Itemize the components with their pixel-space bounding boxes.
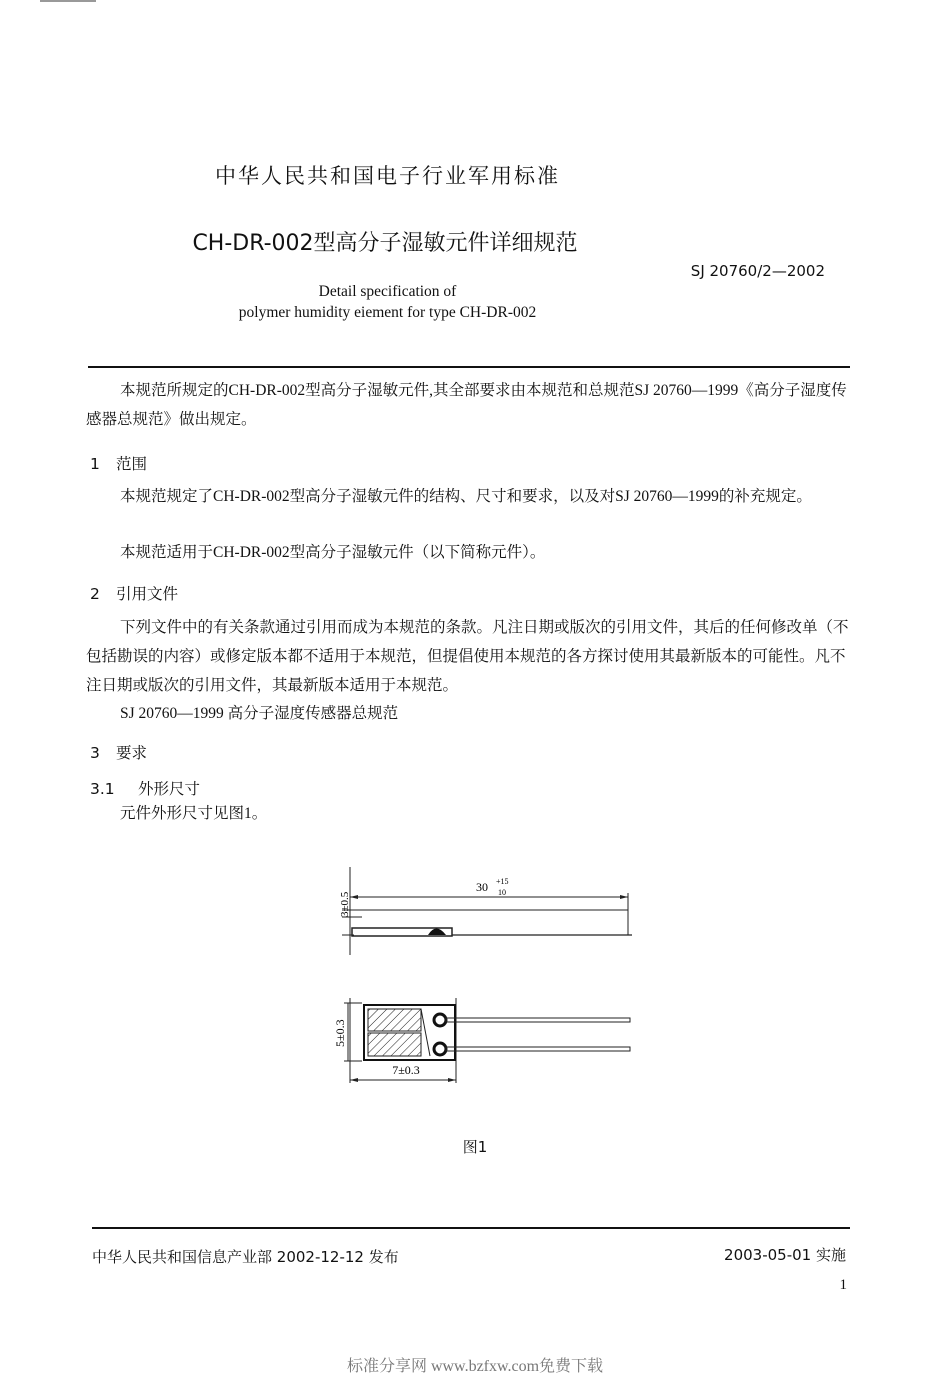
length-dimension: 30 — [476, 880, 488, 894]
lead-wire-upper — [446, 1018, 630, 1022]
sensing-film-lower — [368, 1033, 421, 1056]
section-title: 范围 — [116, 455, 148, 473]
document-number: SJ 20760/2—2002 — [690, 262, 825, 280]
page-number: 1 — [839, 1277, 847, 1293]
section-3-1-paragraph: 元件外形尺寸见图1。 — [120, 805, 268, 822]
figure-1-drawing — [320, 855, 650, 1100]
electrode-edge — [421, 1009, 430, 1056]
intro-paragraph: 本规范所规定的CH-DR-002型高分子湿敏元件,其全部要求由本规范和总规范SJ 20760—1999《高分子湿度传感器总规范》做出规定。 — [86, 382, 847, 428]
section-title: 外形尺寸 — [138, 780, 201, 798]
section-title: 引用文件 — [116, 585, 179, 603]
section-3-heading — [90, 741, 147, 763]
section-3-1-heading — [90, 777, 200, 799]
lead-wire-lower — [446, 1047, 630, 1051]
top-view — [344, 998, 630, 1083]
arrow-left — [350, 1078, 358, 1082]
length-tolerance-lower: 10 — [498, 888, 506, 897]
footer-publisher: 中华人民共和国信息产业部 2002-12-12 发布 — [92, 1248, 399, 1266]
solder-pad-upper — [434, 1014, 446, 1026]
figure-caption: 图1 — [462, 1138, 488, 1156]
reference-entry: SJ 20760—1999 高分子湿度传感器总规范 — [120, 705, 399, 722]
section-2-heading — [90, 582, 178, 604]
section-2-paragraph: 下列文件中的有关条款通过引用而成为本规范的条款。凡注日期或版次的引用文件，其后的任何修改单（不包括勘误的内容）或修定版本都不适用于本规范，但提倡使用本规范的各方探讨使用其最新版本的可能性。凡不注日期或版次的引用文件，其最新版本适用于本规范。 — [86, 619, 849, 694]
scan-artifact — [40, 0, 96, 2]
length-tolerance-upper: +15 — [496, 877, 509, 886]
watermark: 标准分享网 www.bzfxw.com免费下载 — [346, 1358, 604, 1375]
section-1-heading — [90, 452, 147, 474]
arrow-right — [448, 1078, 456, 1082]
section-number: 1 — [90, 455, 100, 473]
solder-joint — [428, 929, 446, 936]
section-number: 2 — [90, 585, 100, 603]
section-1-paragraph-1: 本规范规定了CH-DR-002型高分子湿敏元件的结构、尺寸和要求，以及对SJ 20760—1999的补充规定。 — [120, 488, 812, 505]
solder-pad-lower — [434, 1043, 446, 1055]
section-number: 3 — [90, 744, 100, 762]
section-number: 3.1 — [90, 780, 115, 798]
english-title-line1: Detail specification of — [318, 283, 457, 300]
english-title-line2: polymer humidity eiement for type CH-DR-002 — [238, 304, 537, 321]
section-1-paragraph-2: 本规范适用于CH-DR-002型高分子湿敏元件（以下简称元件）。 — [120, 544, 546, 561]
arrow-right — [620, 895, 628, 899]
arrow-left — [350, 895, 358, 899]
document-title: CH-DR-002型高分子湿敏元件详细规范 — [192, 231, 578, 256]
section-title: 要求 — [116, 744, 148, 762]
thickness-dimension: 3±0.5 — [339, 891, 351, 917]
sensing-film-upper — [368, 1009, 421, 1031]
footer-divider — [92, 1227, 850, 1229]
height-dimension: 5±0.3 — [333, 1019, 347, 1047]
footer-effective-date: 2003-05-01 实施 — [724, 1246, 846, 1264]
header-divider — [88, 366, 850, 368]
standard-category: 中华人民共和国电子行业军用标准 — [215, 164, 560, 188]
width-dimension: 7±0.3 — [392, 1063, 420, 1077]
english-title — [0, 281, 775, 323]
